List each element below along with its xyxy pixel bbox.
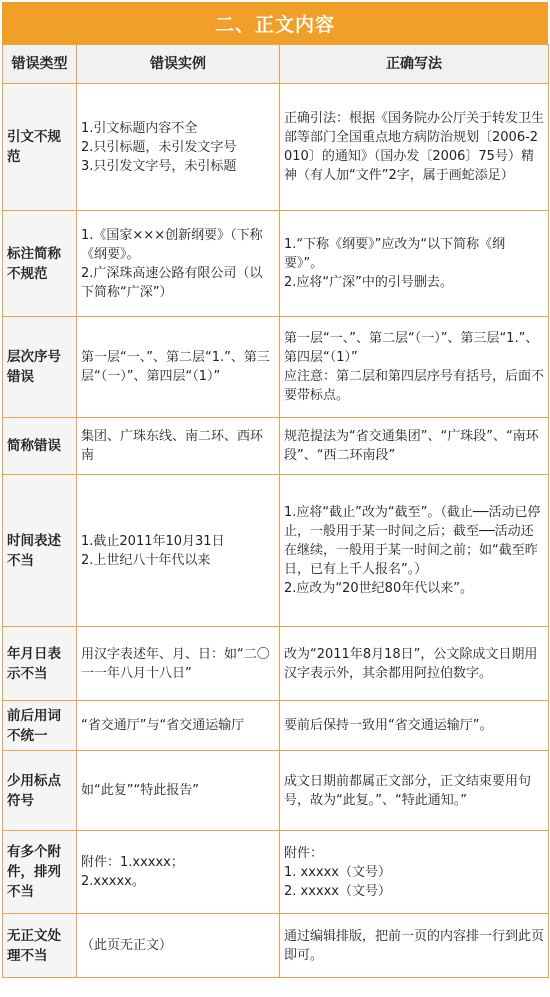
table-row — [3, 914, 549, 978]
error-example-cell: 第一层“一、”、第二层“1.”、第三层“（一）”、第四层“（1）” — [77, 317, 280, 418]
error-type-cell: 时间表述不当 — [3, 475, 77, 627]
table-row — [3, 317, 549, 418]
header-error-type: 错误类型 — [3, 45, 77, 84]
error-type-cell: 有多个附件，排列不当 — [3, 831, 77, 914]
error-example-cell: 用汉字表述年、月、日：如“二〇一一年八月十八日” — [77, 627, 280, 701]
error-type-cell: 层次序号错误 — [3, 317, 77, 418]
error-example-cell: 集团、广珠东线、南二环、西环南 — [77, 418, 280, 475]
error-table — [2, 44, 549, 978]
error-type-cell: 前后用词不统一 — [3, 701, 77, 751]
correct-usage-cell: 规范提法为“省交通集团”、“广珠段”、“南环段”、“西二环南段” — [280, 418, 549, 475]
error-example-cell: “省交通厅”与“省交通运输厅 — [77, 701, 280, 751]
table-row — [3, 701, 549, 751]
correct-usage-cell: 1.“下称《纲要》”应改为“以下简称《纲要》”。 2.应将“广深”中的引号删去。 — [280, 211, 549, 317]
correct-usage-cell: 正确引法：根据《国务院办公厅关于转发卫生部等部门全国重点地方病防治规划〔2006-2010〕的通知》（国办发〔2006〕75号）精神（有人加“文件”2字，属于画蛇添足） — [280, 84, 549, 211]
error-example-cell: 1.截止2011年10月31日 2.上世纪八十年代以来 — [77, 475, 280, 627]
correct-usage-cell: 第一层“一、”、第二层“（一）”、第三层“1.”、第四层“（1）” 应注意：第二层和第四层序号有括号，后面不要带标点。 — [280, 317, 549, 418]
table-row — [3, 418, 549, 475]
correct-usage-cell: 改为“2011年8月18日”，公文除成文日期用汉字表示外，其余都用阿拉伯数字。 — [280, 627, 549, 701]
table-row — [3, 84, 549, 211]
table-row — [3, 475, 549, 627]
table-row — [3, 627, 549, 701]
error-example-cell: 1.引文标题内容不全 2.只引标题，未引发文字号 3.只引发文字号，未引标题 — [77, 84, 280, 211]
header-correct-usage: 正确写法 — [280, 45, 549, 84]
error-example-cell: 附件：1.xxxxx； 2.xxxxx。 — [77, 831, 280, 914]
table-header-row — [3, 45, 549, 84]
error-example-cell: 如“此复”“特此报告” — [77, 751, 280, 831]
correct-usage-cell: 通过编辑排版，把前一页的内容排一行到此页即可。 — [280, 914, 549, 978]
error-type-cell: 简称错误 — [3, 418, 77, 475]
header-error-example: 错误实例 — [77, 45, 280, 84]
table-row — [3, 751, 549, 831]
document — [2, 2, 548, 993]
error-example-cell: 1.《国家×××创新纲要》（下称《纲要》。 2.广深珠高速公路有限公司（以下简称“广深”） — [77, 211, 280, 317]
error-type-cell: 无正文处理不当 — [3, 914, 77, 978]
error-example-cell: （此页无正文） — [77, 914, 280, 978]
error-type-cell: 少用标点符号 — [3, 751, 77, 831]
correct-usage-cell: 1.应将“截止”改为“截至”。（截止──活动已停止，一般用于某一时间之后；截至──活动还在继续，一般用于某一时间之前；如“截至昨日，已有上千人报名”。） 2.应改为“20世纪80年代以来”。 — [280, 475, 549, 627]
error-type-cell: 年月日表示不当 — [3, 627, 77, 701]
table-row — [3, 211, 549, 317]
table-row — [3, 831, 549, 914]
correct-usage-cell: 要前后保持一致用“省交通运输厅”。 — [280, 701, 549, 751]
correct-usage-cell: 成文日期前都属正文部分，正文结束要用句号，故为“此复。”、“特此通知。” — [280, 751, 549, 831]
correct-usage-cell: 附件： 1. xxxxx（文号） 2. xxxxx（文号） — [280, 831, 549, 914]
error-type-cell: 标注简称不规范 — [3, 211, 77, 317]
section-title: 二、正文内容 — [2, 2, 548, 44]
error-type-cell: 引文不规范 — [3, 84, 77, 211]
